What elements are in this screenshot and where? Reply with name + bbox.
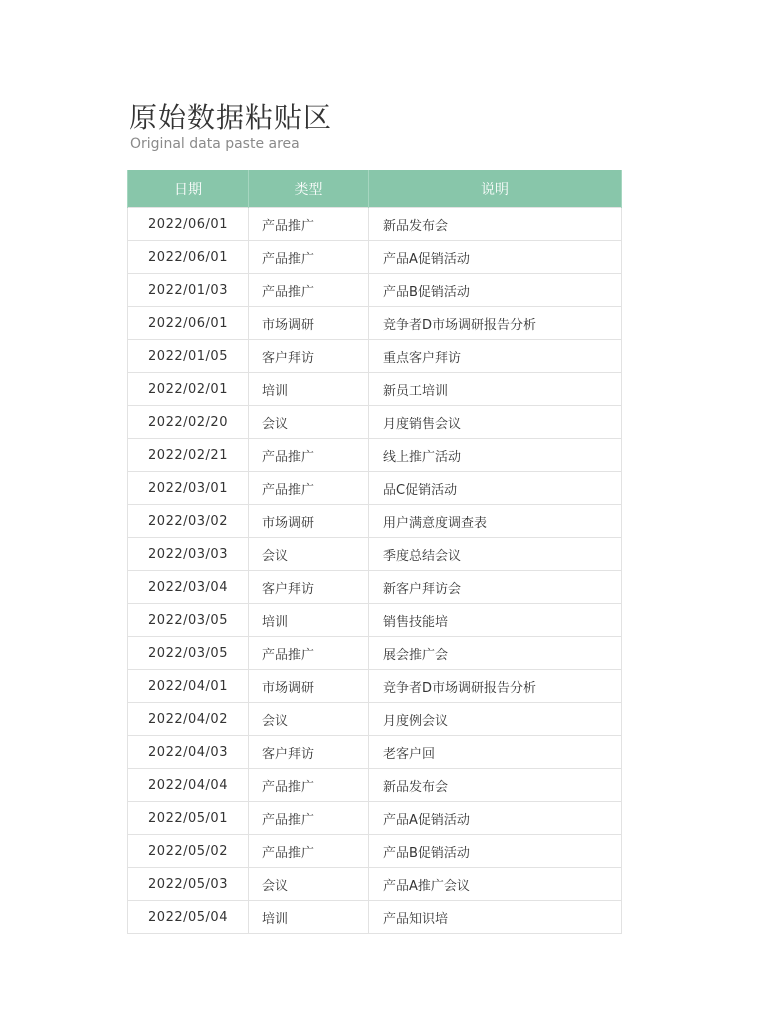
description-cell: 竞争者D市场调研报告分析 [369,670,622,703]
type-cell: 产品推广 [249,439,369,472]
description-cell: 月度销售会议 [369,406,622,439]
table-row [128,241,622,274]
date-cell: 2022/04/02 [128,703,249,736]
type-cell: 产品推广 [249,637,369,670]
date-cell: 2022/03/04 [128,571,249,604]
type-cell: 市场调研 [249,670,369,703]
table-row [128,208,622,241]
page-title: 原始数据粘贴区 [129,101,333,134]
column-header-description: 说明 [369,170,622,208]
date-cell: 2022/04/03 [128,736,249,769]
table-row [128,703,622,736]
type-cell: 产品推广 [249,472,369,505]
description-cell: 产品A促销活动 [369,802,622,835]
description-cell: 老客户回 [369,736,622,769]
date-cell: 2022/04/04 [128,769,249,802]
table-row [128,340,622,373]
type-cell: 会议 [249,538,369,571]
date-cell: 2022/02/20 [128,406,249,439]
table-row [128,604,622,637]
type-cell: 培训 [249,604,369,637]
description-cell: 销售技能培 [369,604,622,637]
description-cell: 新员工培训 [369,373,622,406]
type-cell: 客户拜访 [249,340,369,373]
table-row [128,406,622,439]
description-cell: 线上推广活动 [369,439,622,472]
description-cell: 季度总结会议 [369,538,622,571]
description-cell: 产品B促销活动 [369,835,622,868]
type-cell: 市场调研 [249,505,369,538]
column-header-date: 日期 [128,170,249,208]
table-row [128,670,622,703]
table-header-row [128,170,622,208]
date-cell: 2022/03/05 [128,637,249,670]
description-cell: 产品B促销活动 [369,274,622,307]
description-cell: 新客户拜访会 [369,571,622,604]
date-cell: 2022/06/01 [128,208,249,241]
type-cell: 市场调研 [249,307,369,340]
date-cell: 2022/01/03 [128,274,249,307]
description-cell: 展会推广会 [369,637,622,670]
table-row [128,802,622,835]
date-cell: 2022/05/02 [128,835,249,868]
type-cell: 产品推广 [249,208,369,241]
description-cell: 产品A促销活动 [369,241,622,274]
table-row [128,769,622,802]
type-cell: 产品推广 [249,802,369,835]
table-row [128,274,622,307]
type-cell: 会议 [249,868,369,901]
date-cell: 2022/04/01 [128,670,249,703]
type-cell: 产品推广 [249,769,369,802]
description-cell: 产品知识培 [369,901,622,934]
table-row [128,901,622,934]
date-cell: 2022/05/04 [128,901,249,934]
date-cell: 2022/01/05 [128,340,249,373]
type-cell: 产品推广 [249,835,369,868]
data-table [127,170,622,934]
date-cell: 2022/03/03 [128,538,249,571]
date-cell: 2022/05/01 [128,802,249,835]
description-cell: 用户满意度调查表 [369,505,622,538]
date-cell: 2022/06/01 [128,307,249,340]
table-row [128,505,622,538]
table-row [128,307,622,340]
type-cell: 会议 [249,406,369,439]
type-cell: 培训 [249,373,369,406]
date-cell: 2022/02/01 [128,373,249,406]
table-row [128,439,622,472]
date-cell: 2022/02/21 [128,439,249,472]
description-cell: 月度例会议 [369,703,622,736]
description-cell: 新品发布会 [369,769,622,802]
table-row [128,736,622,769]
table-row [128,571,622,604]
table-body [128,208,622,934]
date-cell: 2022/03/01 [128,472,249,505]
page-subtitle: Original data paste area [130,136,300,152]
description-cell: 新品发布会 [369,208,622,241]
description-cell: 产品A推广会议 [369,868,622,901]
table-row [128,538,622,571]
date-cell: 2022/05/03 [128,868,249,901]
type-cell: 产品推广 [249,274,369,307]
description-cell: 竞争者D市场调研报告分析 [369,307,622,340]
table-row [128,868,622,901]
table-row [128,472,622,505]
description-cell: 品C促销活动 [369,472,622,505]
table-row [128,835,622,868]
column-header-type: 类型 [249,170,369,208]
table-row [128,373,622,406]
date-cell: 2022/03/05 [128,604,249,637]
type-cell: 会议 [249,703,369,736]
type-cell: 培训 [249,901,369,934]
description-cell: 重点客户拜访 [369,340,622,373]
date-cell: 2022/06/01 [128,241,249,274]
type-cell: 客户拜访 [249,736,369,769]
table-row [128,637,622,670]
date-cell: 2022/03/02 [128,505,249,538]
type-cell: 客户拜访 [249,571,369,604]
type-cell: 产品推广 [249,241,369,274]
